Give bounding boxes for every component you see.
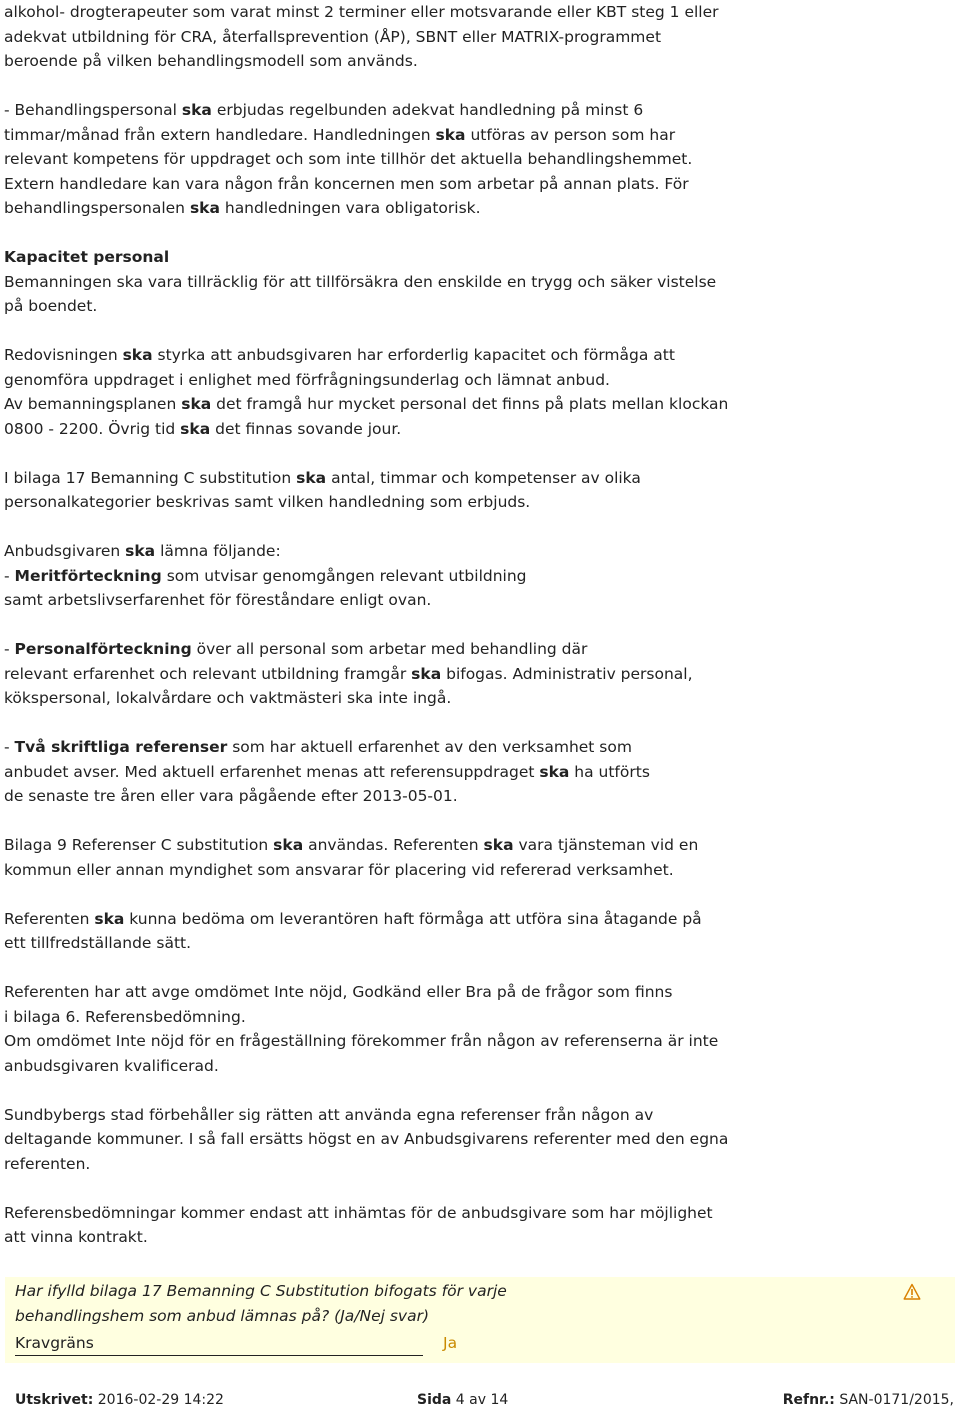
document-body xyxy=(4,0,956,1250)
text-line: att vinna kontrakt. xyxy=(4,1228,148,1246)
text-line: Referensbedömningar kommer endast att inhämtas för de anbudsgivare som har möjlighet xyxy=(4,1203,713,1222)
text-line: i bilaga 6. Referensbedömning. xyxy=(4,1007,246,1026)
reference-number: Refnr.: SAN-0171/2015, xyxy=(782,1392,954,1408)
text-line: relevant kompetens för uppdraget och som inte tillhör det aktuella behandlingshemmet. xyxy=(4,150,693,168)
text-line: Sundbybergs stad förbehåller sig rätten att använda egna referenser från någon av xyxy=(4,1105,654,1124)
text-line: Bilaga 9 Referenser C substitution ska användas. Referenten ska vara tjänsteman vid en xyxy=(4,836,699,854)
text-line: anbudsgivaren kvalificerad. xyxy=(4,1056,219,1075)
page-number: Sida 4 av 14 xyxy=(417,1392,509,1408)
text-line: deltagande kommuner. I så fall ersätts högst en av Anbudsgivarens referenter med den egna xyxy=(4,1130,729,1148)
text-line: Extern handledare kan vara någon från koncernen men som arbetar på annan plats. För xyxy=(4,174,689,193)
text-line: I bilaga 17 Bemanning C substitution ska antal, timmar och kompetenser av olika xyxy=(4,468,641,487)
text-line: de senaste tre åren eller vara pågående efter 2013-05-01. xyxy=(4,787,458,805)
section-heading: Kapacitet personal xyxy=(4,248,170,266)
text-line: Av bemanningsplanen ska det framgå hur mycket personal det finns på plats mellan klockan xyxy=(4,395,729,413)
text-line: Referenten har att avge omdömet Inte nöjd, Godkänd eller Bra på de frågor som finns xyxy=(4,983,673,1001)
text-line: - Behandlingspersonal ska erbjudas regelbunden adekvat handledning på minst 6 xyxy=(4,101,644,119)
text-line: samt arbetslivserfarenhet för föreståndare enligt ovan. xyxy=(4,591,432,609)
text-line: personalkategorier beskrivas samt vilken handledning som erbjuds. xyxy=(4,493,531,511)
text-line: ett tillfredställande sätt. xyxy=(4,934,192,952)
requirement-box xyxy=(5,1277,955,1363)
text-line: 0800 - 2200. Övrig tid ska det finnas sovande jour. xyxy=(4,419,402,438)
text-line: - Två skriftliga referenser som har aktuell erfarenhet av den verksamhet som xyxy=(4,738,632,756)
requirement-question: Har ifylld bilaga 17 Bemanning C Substitution bifogats för varje behandlingshem som anbud lämnas på? (Ja/Nej svar) xyxy=(15,1282,507,1325)
requirement-answer: Ja xyxy=(443,1334,458,1352)
text-line: Redovisningen ska styrka att anbudsgivaren har erforderlig kapacitet och förmåga att xyxy=(4,346,675,364)
text-line: alkohol- drogterapeuter som varat minst 2 terminer eller motsvarande eller KBT steg 1 eller xyxy=(4,3,719,21)
requirement-threshold-label: Kravgräns xyxy=(15,1331,423,1356)
text-line: referenten. xyxy=(4,1154,91,1173)
text-line: behandlingspersonalen ska handledningen vara obligatorisk. xyxy=(4,199,481,217)
text-line: Om omdömet Inte nöjd för en frågeställning förekommer från någon av referenserna är inte xyxy=(4,1032,719,1050)
text-line: relevant erfarenhet och relevant utbildning framgår ska bifogas. Administrativ personal, xyxy=(4,664,693,683)
warning-icon xyxy=(903,1283,921,1301)
text-line: genomföra uppdraget i enlighet med förfrågningsunderlag och lämnat anbud. xyxy=(4,370,610,389)
text-line: beroende på vilken behandlingsmodell som används. xyxy=(4,52,418,70)
text-line: kommun eller annan myndighet som ansvarar för placering vid refererad verksamhet. xyxy=(4,860,674,879)
text-line: på boendet. xyxy=(4,297,98,315)
text-line: - Meritförteckning som utvisar genomgången relevant utbildning xyxy=(4,566,527,585)
printed-date: Utskrivet: 2016-02-29 14:22 xyxy=(15,1392,224,1408)
text-line: timmar/månad från extern handledare. Handledningen ska utföras av person som har xyxy=(4,125,676,144)
text-line: Anbudsgivaren ska lämna följande: xyxy=(4,542,281,560)
text-line: anbudet avser. Med aktuell erfarenhet menas att referensuppdraget ska ha utförts xyxy=(4,762,650,781)
text-line: - Personalförteckning över all personal som arbetar med behandling där xyxy=(4,640,588,658)
text-line: kökspersonal, lokalvårdare och vaktmästeri ska inte ingå. xyxy=(4,689,452,707)
text-line: Referenten ska kunna bedöma om leverantören haft förmåga att utföra sina åtagande på xyxy=(4,909,702,928)
text-line: adekvat utbildning för CRA, återfallsprevention (ÅP), SBNT eller MATRIX-programmet xyxy=(4,27,662,46)
text-line: Bemanningen ska vara tillräcklig för att tillförsäkra den enskilde en trygg och säker vistelse xyxy=(4,272,717,291)
